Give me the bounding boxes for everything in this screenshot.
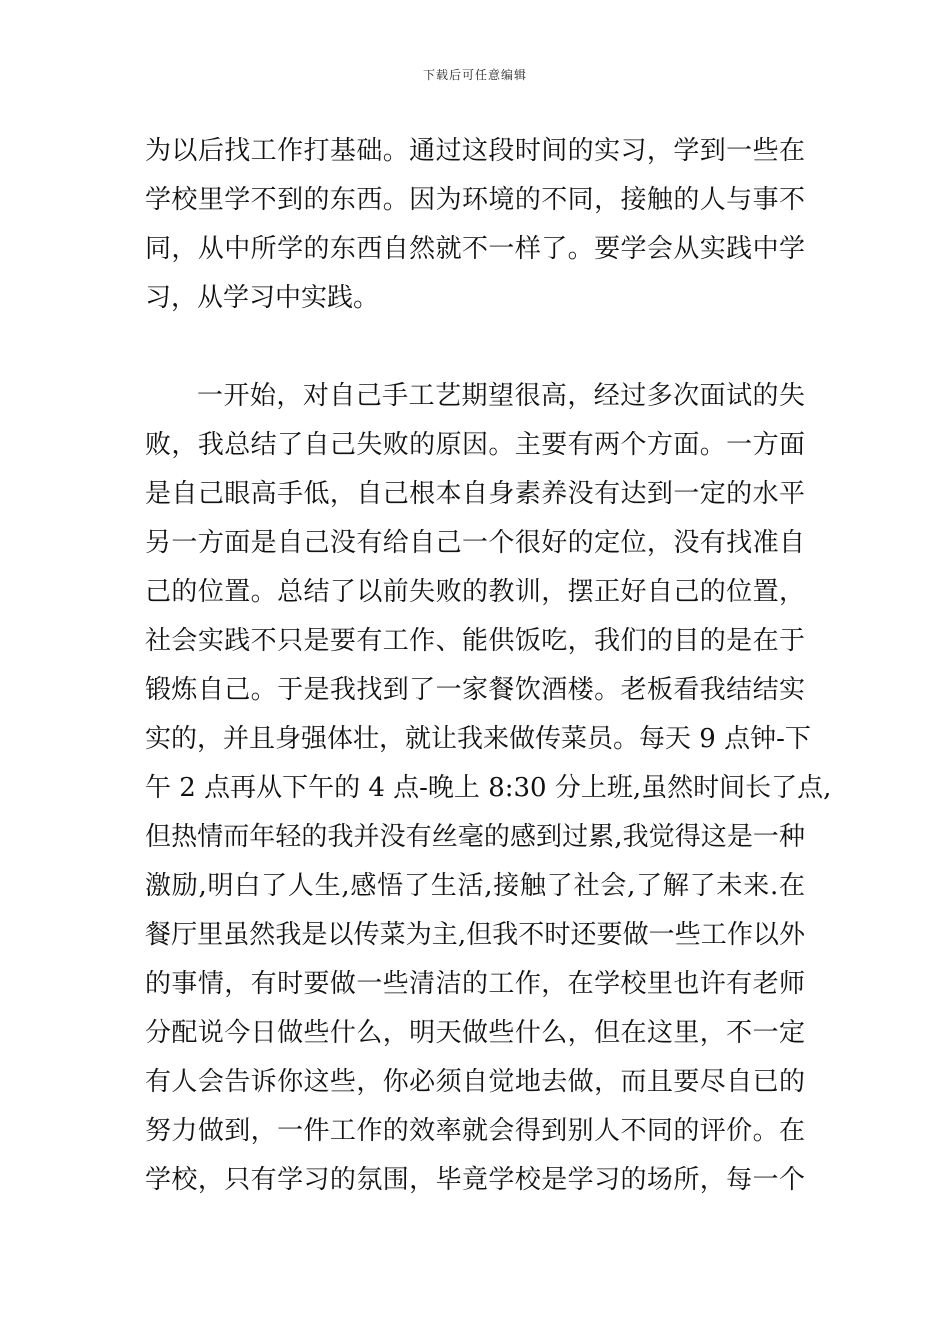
page-header: 下载后可任意编辑	[422, 68, 527, 82]
text-line: 另一方面是自己没有给自己一个很好的定位，没有找准自	[145, 528, 805, 558]
text-line: 但热情而年轻的我并没有丝毫的感到过累,我觉得这是一种	[145, 822, 805, 852]
text-line: 餐厅里虽然我是以传菜为主,但我不时还要做一些工作以外	[145, 920, 805, 950]
text-line: 锻炼自己。于是我找到了一家餐饮酒楼。老板看我结结实	[145, 675, 805, 705]
text-line: 学校里学不到的东西。因为环境的不同，接触的人与事不	[145, 185, 805, 215]
text-line: 一开始，对自己手工艺期望很高，经过多次面试的失	[197, 381, 805, 411]
text-line: 学校，只有学习的氛围，毕竟学校是学习的场所，每一个	[145, 1165, 805, 1195]
text-line: 分配说今日做些什么，明天做些什么，但在这里，不一定	[145, 1018, 805, 1048]
text-line: 败，我总结了自己失败的原因。主要有两个方面。一方面	[145, 430, 805, 460]
text-line: 实的，并且身强体壮，就让我来做传菜员。每天 9 点钟-下	[145, 724, 811, 754]
text-line: 激励,明白了人生,感悟了生活,接触了社会,了解了未来.在	[145, 871, 805, 901]
text-line: 午 2 点再从下午的 4 点-晚上 8:30 分上班,虽然时间长了点,	[145, 773, 832, 803]
text-line: 习，从学习中实践。	[145, 283, 380, 313]
text-line: 有人会告诉你这些，你必须自觉地去做，而且要尽自已的	[145, 1067, 805, 1097]
text-line: 为以后找工作打基础。通过这段时间的实习，学到一些在	[145, 136, 805, 166]
text-line: 己的位置。总结了以前失败的教训，摆正好自己的位置，	[145, 577, 805, 607]
text-line: 社会实践不只是要有工作、能供饭吃，我们的目的是在于	[145, 626, 805, 656]
text-line: 同，从中所学的东西自然就不一样了。要学会从实践中学	[145, 234, 805, 264]
paragraph-1	[145, 127, 805, 323]
paragraph-2	[145, 372, 832, 1205]
text-line: 努力做到，一件工作的效率就会得到别人不同的评价。在	[145, 1116, 805, 1146]
text-line: 是自己眼高手低，自己根本自身素养没有达到一定的水平	[145, 479, 805, 509]
text-line: 的事情，有时要做一些清洁的工作，在学校里也许有老师	[145, 969, 805, 999]
